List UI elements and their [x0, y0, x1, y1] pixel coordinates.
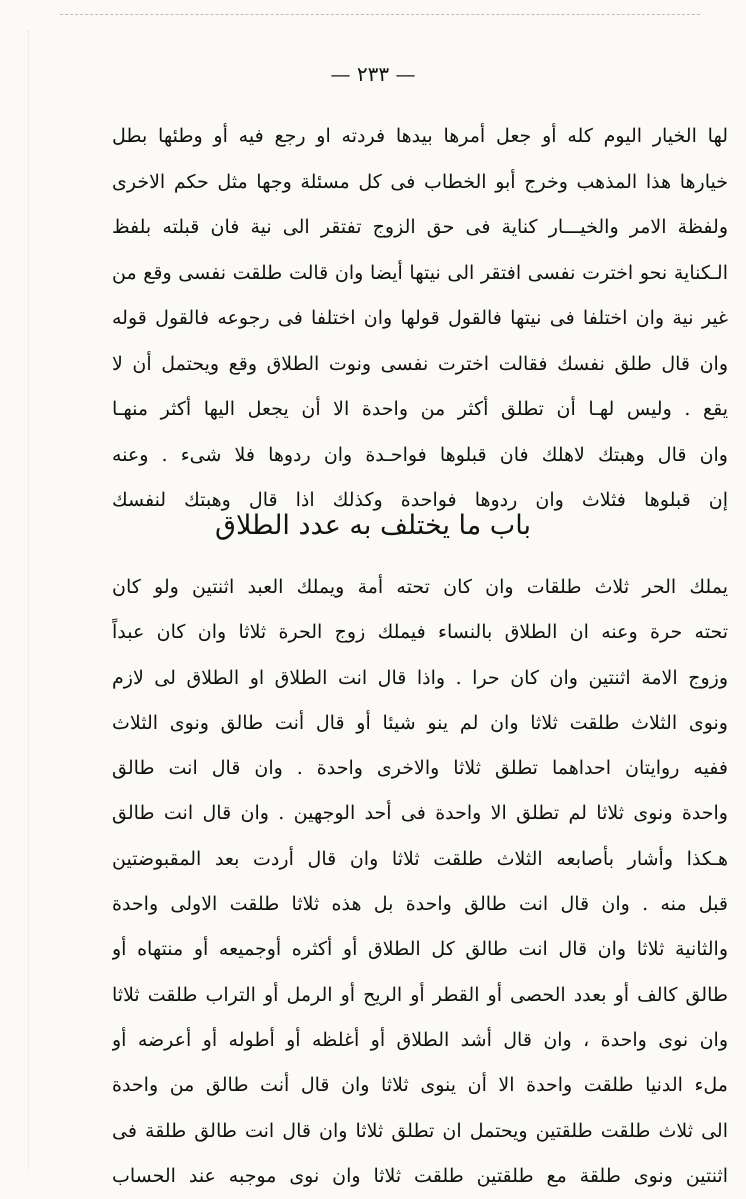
- text-line: اثنتين ونوى طلقة مع طلقتين طلقت ثلاثا وان نوى موجبه عند الحساب: [112, 1164, 728, 1187]
- margin-rule: [28, 30, 29, 1170]
- top-rule: [60, 14, 700, 15]
- text-line: ولفظة الامر والخيـــار كناية فى حق الزوج تفتقر الى نية فان قبلته بلفظ: [112, 216, 728, 238]
- text-line: يملك الحر ثلاث طلقات وان كان تحته أمة ويملك العبد اثنتين ولو كان: [112, 576, 728, 598]
- text-line: إن قبلوها فثلاث وان ردوها فواحدة وكذلك اذا قال وهبتك لنفسك: [112, 489, 728, 511]
- text-line: هـكذا وأشار بأصابعه الثلاث طلقت ثلاثا وان قال أردت بعد المقبوضتين: [112, 847, 728, 870]
- text-line: غير نية وان اختلفا فى نيتها فالقول قولها وان اختلفا فى رجوعه فالقول قوله: [112, 307, 728, 329]
- text-line: يقع . وليس لهـا أن تطلق أكثر من واحدة الا أن يجعل اليها أكثر منهـا: [112, 398, 728, 420]
- text-line: الى ثلاث طلقت طلقتين ويحتمل ان تطلق ثلاثا وان قال انت طالق طلقة فى: [112, 1119, 728, 1142]
- text-line: قبل منه . وان قال انت طالق واحدة بل هذه ثلاثا طلقت الاولى واحدة: [112, 893, 728, 916]
- text-line: ففيه روايتان احداهما تطلق ثلاثا والاخرى واحدة . وان قال انت طالق: [112, 757, 728, 780]
- text-line: الـكناية نحو اخترت نفسى افتقر الى نيتها أيضا وان قالت طلقت نفسى وقع من: [112, 261, 728, 284]
- paragraph-continued: [112, 114, 728, 524]
- text-line: طالق كالف أو بعدد الحصى أو القطر أو الريح أو الرمل أو التراب طلقت ثلاثا: [112, 983, 728, 1006]
- text-line: وان قال طلق نفسك فقالت اخترت نفسى ونوت الطلاق وقع ويحتمل أن لا: [112, 352, 728, 375]
- text-line: وان نوى واحدة ، وان قال أشد الطلاق أو أغلظه أو أطوله أو أعرضه أو: [112, 1028, 728, 1051]
- text-line: ملء الدنيا طلقت واحدة الا أن ينوى ثلاثا وان قال أنت طالق من واحدة: [112, 1074, 728, 1097]
- text-line: وزوج الامة اثنتين وان كان حرا . واذا قال انت الطلاق او الطلاق لى لازم: [112, 666, 728, 689]
- text-line: ونوى الثلاث طلقت ثلاثا وان لم ينو شيئا أو قال أنت طالق ونوى الثلاث: [112, 711, 728, 734]
- chapter-heading: باب ما يختلف به عدد الطلاق: [215, 510, 531, 541]
- text-line: تحته حرة وعنه ان الطلاق بالنساء فيملك زوج الحرة ثلاثا وان كان عبداً: [112, 621, 728, 644]
- chapter-body: [112, 565, 728, 1199]
- text-line: واحدة ونوى ثلاثا لم تطلق الا واحدة فى أحد الوجهين . وان قال انت طالق: [112, 802, 728, 825]
- text-line: لها الخيار اليوم كله أو جعل أمرها بيدها فردته او رجع فيه أو وطئها بطل: [112, 125, 728, 147]
- text-line: والثانية ثلاثا وان قال انت طالق كل الطلاق أو أكثره أوجميعه أو منتهاه أو: [112, 938, 728, 961]
- text-line: وان قال وهبتك لاهلك فان قبلوها فواحـدة وان ردوها فلا شىء . وعنه: [112, 443, 728, 466]
- page-number: — ٢٣٣ —: [330, 62, 416, 86]
- text-line: خيارها هذا المذهب وخرج أبو الخطاب فى كل مسئلة وجها مثل حكم الاخرى: [112, 170, 728, 193]
